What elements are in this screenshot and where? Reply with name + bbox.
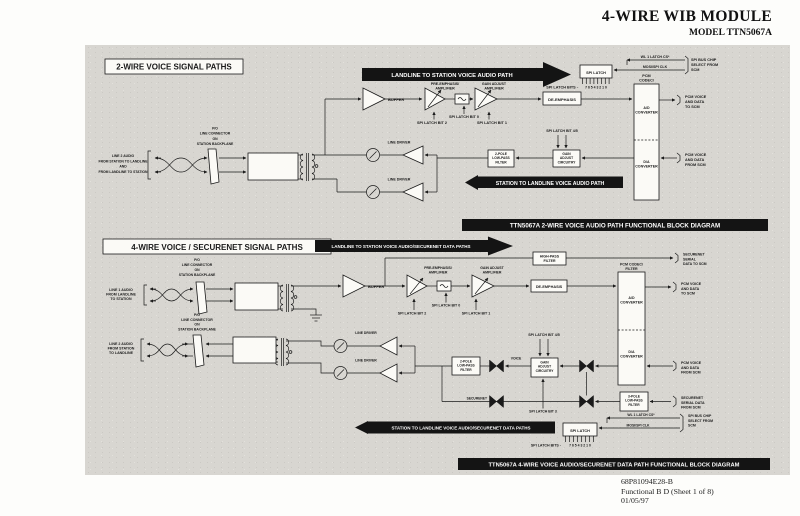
da-converter-label: D/A CONVERTER — [635, 160, 658, 169]
spi-bit3-label: SPI LATCH BIT 3 — [529, 409, 557, 414]
line-driver-top — [367, 141, 424, 165]
line-connector-symbol — [196, 282, 207, 314]
pcm-from-scm-label: PCM VOICE AND DATA FROM SCM — [685, 153, 707, 167]
hybrid-block — [235, 283, 278, 310]
pcm-codec-block — [634, 84, 659, 200]
spi-bus-chip-select-label: SPI BUS CHIP SELECT FROM SCM — [691, 58, 719, 72]
diagram2-title: 4-WIRE VOICE / SECURENET SIGNAL PATHS — [131, 242, 303, 252]
pcm-codec-block — [618, 272, 645, 385]
diagram1-svg — [85, 45, 790, 235]
transformer — [298, 153, 318, 181]
flow-left-label: STATION TO LANDLINE VOICE AUDIO PATH — [495, 181, 605, 187]
part-number: 68P81094E28-B — [621, 477, 673, 486]
spi-bit0-label: SPI LATCH BIT 0 — [448, 115, 480, 119]
bracket — [148, 151, 151, 179]
bracket — [673, 361, 676, 371]
pcm-codec-label: PCM CODEC/ — [639, 74, 654, 83]
de-emphasis-label: DE-EMPHASIS — [535, 285, 563, 289]
spi-bit0-label: SPI LATCH BIT 0 — [431, 303, 461, 308]
gain-adjust-circuitry-label: GAIN ADJUST CIRCUITRY — [557, 152, 576, 165]
flow-right-arrow — [315, 237, 513, 256]
diagram1-caption: TTN5067A 2-WIRE VOICE AUDIO PATH FUNCTIONAL BLOCK DIAGRAM — [509, 222, 721, 230]
diagram2-caption: TTN5067A 4-WIRE VOICE AUDIO/SECURENET DATA PATH FUNCTIONAL BLOCK DIAGRAM — [488, 462, 740, 469]
bracket — [677, 95, 680, 105]
diagram1-title: 2-WIRE VOICE SIGNAL PATHS — [116, 62, 232, 72]
connector-label: P/O LINE CONNECTOR ON STATION BACKPLANE — [196, 126, 234, 147]
shaping-filter-symbol — [455, 94, 469, 104]
sheet-info: Functional B D (Sheet 1 of 8) — [621, 486, 714, 496]
spi-bit2-label: SPI LATCH BIT 2 — [416, 121, 448, 125]
connector-top-label: P/O LINE CONNECTOR ON STATION BACKPLANE — [178, 258, 216, 277]
shaping-filter-symbol — [437, 281, 451, 291]
flow-right-arrow — [362, 62, 571, 87]
bracket — [675, 253, 678, 263]
spi-bit1-label: SPI LATCH BIT 1 — [461, 311, 491, 316]
gain-adjust-circuitry-label: GAIN ADJUST CIRCUITRY — [535, 360, 554, 373]
wl1-latch-cs-label: WL 1 LATCH CS* — [627, 413, 655, 417]
flow-left-arrow — [465, 175, 623, 190]
spi-latch-pins — [583, 78, 610, 84]
pre-emphasis-label: PRE-EMPHASIS/ AMPLIFIER — [430, 82, 460, 91]
diagram2-panel — [85, 235, 790, 475]
spi-latch-pins — [566, 436, 594, 442]
flow-right-label: LANDLINE TO STATION VOICE AUDIO/SECURENET DATA PATHS — [331, 244, 471, 250]
securenet-path-label: SECURENET — [466, 396, 487, 401]
wl1-latch-cs-label: WL 1 LATCH CS* — [640, 55, 670, 59]
connector-wires — [219, 158, 246, 172]
diagram2-svg — [85, 235, 790, 475]
spi-latch-bits-label: SPI LATCH BITS - — [546, 85, 578, 90]
line1-audio-label: LINE 1 AUDIO FROM LANDLINE TO STATION — [106, 288, 136, 302]
bracket — [144, 285, 147, 305]
line-driver-bottom — [334, 359, 397, 383]
spi-latch-label: SPI LATCH — [586, 71, 606, 75]
ad-converter-label: A/D CONVERTER — [635, 106, 658, 115]
lowpass-3pole-label: 3-POLE LOW-PASS FILTER — [625, 394, 643, 407]
spi-bit45-label: SPI LATCH BIT 4/5 — [546, 129, 578, 133]
ground-symbol — [291, 309, 322, 321]
pcm-from-scm-label: PCM VOICE AND DATA FROM SCM — [681, 361, 702, 375]
twisted-pair-2 — [147, 344, 193, 356]
diagram1-caption-bar — [462, 219, 768, 231]
voice-path-label: VOICE — [510, 356, 522, 361]
flow-right-label: LANDLINE TO STATION VOICE AUDIO PATH — [391, 73, 513, 79]
bracket — [141, 339, 144, 361]
pcm-to-scm-label: PCM VOICE AND DATA TO SCM — [685, 95, 707, 109]
securenet-from-scm-label: SECURENET SERIAL DATA FROM SCM — [681, 396, 705, 410]
line-driver-bottom-label: LINE DRIVER — [355, 358, 377, 363]
line-connector-symbol — [193, 335, 204, 367]
mosi-spi-clk-label: MOSI/SPI CLK — [642, 65, 668, 69]
hybrid-block — [248, 153, 298, 180]
gain-adjust-amp-label: GAIN ADJUST AMPLIFIER — [481, 82, 507, 91]
flow-left-label: STATION TO LANDLINE VOICE AUDIO/SECURENET DATA PATHS — [391, 425, 531, 431]
gain-adjust-amp-label: GAIN ADJUST AMPLIFIER — [480, 266, 504, 275]
hybrid-block — [233, 337, 276, 363]
buffer-label: BUFFER — [368, 284, 385, 289]
line2-audio-label: LINE 2 AUDIO FROM STATION TO LANDLINE AND FROM LANDLINE TO STATION — [98, 154, 148, 174]
spi-bit2-label: SPI LATCH BIT 2 — [397, 311, 427, 316]
spi-bus-chip-select-label: SPI BUS CHIP SELECT FROM SCM — [688, 414, 714, 428]
pcm-to-scm-label: PCM VOICE AND DATA TO SCM — [681, 282, 702, 296]
lowpass-2pole-label: 2-POLE LOW-PASS FILTER — [492, 152, 510, 165]
da-converter-label: D/A CONVERTER — [620, 350, 643, 359]
line2-audio-label: LINE 2 AUDIO FROM STATION TO LANDLINE — [107, 342, 135, 356]
line-driver-top — [334, 331, 397, 355]
spi-latch-bits-label: SPI LATCH BITS - — [530, 443, 561, 448]
diagram1-panel — [85, 45, 790, 235]
lowpass-2pole-label: 2-POLE LOW-PASS FILTER — [457, 359, 475, 372]
line-driver-bottom-label: LINE DRIVER — [387, 177, 411, 182]
spi-bit45-label: SPI LATCH BIT 4/5 — [528, 333, 560, 337]
line-connector-symbol — [208, 149, 219, 184]
flow-left-arrow — [355, 421, 555, 434]
bit-numbers: 7 6 5 4 3 2 1 0 — [585, 85, 607, 90]
diagram2-caption-bar — [458, 458, 770, 470]
transformer-1 — [278, 284, 297, 312]
line-driver-top-label: LINE DRIVER — [387, 140, 411, 145]
line-driver-bottom — [367, 178, 424, 202]
bit-numbers: 7 6 5 4 3 2 1 0 — [569, 443, 591, 448]
doc-title: 4-WIRE WIB MODULE — [601, 8, 772, 25]
buffer-label: BUFFER — [388, 97, 405, 102]
pre-emphasis-label: PRE-EMPHASIS/ AMPLIFIER — [424, 266, 452, 275]
connector-bottom-label: P/O LINE CONNECTOR ON STATION BACKPLANE — [178, 313, 216, 332]
mosi-spi-clk-label: MOSI/SPI CLK — [626, 423, 650, 428]
line-driver-top-label: LINE DRIVER — [355, 331, 377, 335]
de-emphasis-label: DE-EMPHASIS — [548, 96, 576, 102]
doc-header — [602, 8, 772, 38]
doc-footer — [621, 477, 714, 506]
spi-bit1-label: SPI LATCH BIT 1 — [476, 121, 508, 125]
doc-date: 01/05/97 — [621, 496, 649, 505]
twisted-pair-1 — [150, 289, 193, 301]
spi-latch-label: SPI LATCH — [570, 428, 590, 433]
ad-converter-label: A/D CONVERTER — [620, 296, 643, 305]
pcm-codec-filter-label: PCM CODEC/ FILTER — [620, 262, 643, 272]
connector-wires — [206, 289, 233, 301]
high-pass-filter-label: HIGH-PASS FILTER — [539, 254, 560, 263]
bracket — [673, 282, 676, 292]
bracket — [677, 153, 680, 163]
twisted-pair — [155, 158, 207, 172]
doc-model: MODEL TTN5067A — [689, 28, 772, 38]
buffer-amp — [343, 275, 365, 297]
securenet-to-scm-label: SECURENET SERIAL DATA TO SCM — [683, 252, 707, 267]
bracket — [673, 396, 676, 407]
buffer-amp — [363, 88, 385, 110]
